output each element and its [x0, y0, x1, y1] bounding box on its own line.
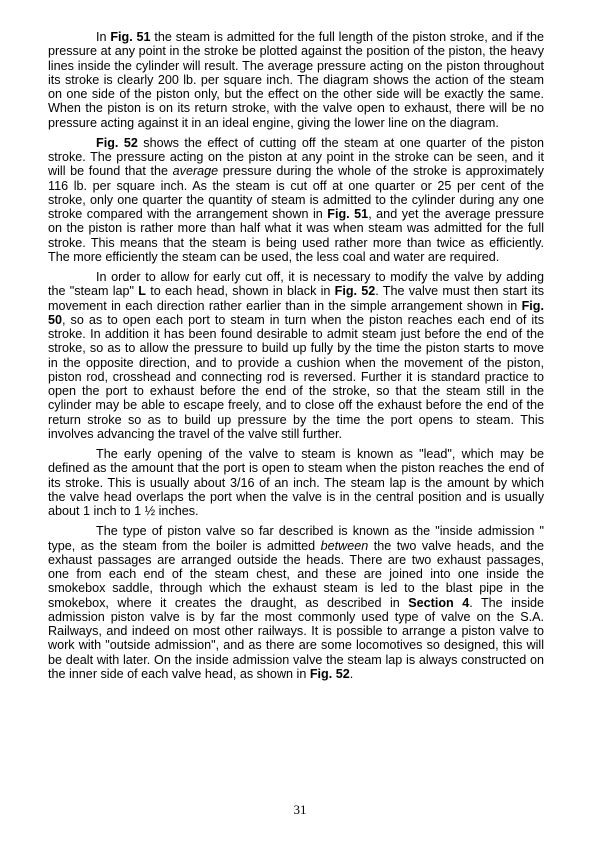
text-run: , so as to open each port to steam in turn when the piston reaches each end of its stroke. In addition it has been found desirable to admit steam just before the end of the stroke, so as to allow the pressure to build up fully by the time the piston starts to move in the opposite direction, and to provide a cushion when the movement of the piston, piston rod, crosshead and connecting rod is reversed. Further it is standard practice to open the port to exhaust before the end of the stroke, so that the steam still in the cylinder may be able to escape freely, and to close off the exhaust before the end of the return stroke so as to build up pressure by the time the port opens to steam. This involves advancing the travel of the valve still further.: [48, 312, 544, 441]
paragraph: [48, 447, 544, 518]
bold-reference: Fig. 51: [110, 30, 151, 44]
text-run: The type of piston valve so far described is known as the "inside admission " type, as the steam from the boiler is admitted: [48, 524, 544, 553]
italic-text: between: [320, 538, 369, 553]
text-run: In: [96, 30, 111, 44]
paragraph: [48, 524, 544, 681]
text-run: , and yet the average pressure on the piston is rather more than half what it was when steam was admitted for the full stroke. This means that the steam is being used rather more than twice as efficiently. The more efficiently the steam can be used, the less coal and water are required.: [48, 207, 544, 264]
paragraph: [48, 136, 544, 264]
text-run: shows the effect of cutting off the steam at one quarter of the piston stroke. The pressure acting on the piston at any point in the stroke can be seen, and it will be found that the: [48, 135, 545, 179]
bold-reference: L: [138, 284, 146, 299]
text-run: In order to allow for early cut off, it is necessary to modify the valve by adding the "steam lap": [48, 270, 544, 299]
paragraph: [48, 30, 544, 130]
bold-reference: Section 4: [408, 595, 470, 610]
page-number: 31: [293, 802, 307, 817]
italic-text: average: [172, 164, 219, 179]
text-run: .: [349, 666, 354, 681]
text-run: to each head, shown in black in: [145, 284, 335, 299]
text-run: the steam is admitted for the full length of the piston stroke, and if the pressure at any point in the stroke be plotted against the position of the piston, the heavy lines inside the cylinder will result. The average pressure acting on the piston throughout its stroke is clearly 200 lb. per square inch. The diagram shows the action of the steam on one side of the piston only, but the effect on the other side will be exactly the same. When the piston is on its return stroke, with the valve open to exhaust, there will be no pressure acting against it in an ideal engine, giving the lower line on the diagram.: [48, 30, 544, 130]
bold-reference: Fig. 50: [48, 298, 544, 327]
text-run: . The inside admission piston valve is by far the most commonly used type of valve on the S.A. Railways, and indeed on most other railways. It is possible to arrange a piston valve to work with "outside admission", and as there are some locomotives so designed, this will be dealt with later. On the inside admission valve the steam lap is always constructed on the inner side of each valve head, as shown in: [48, 595, 544, 681]
paragraph: [48, 270, 544, 441]
text-run: The early opening of the valve to steam is known as "lead", which may be defined as the amount that the port is open to steam when the piston reaches the end of its stroke. This is usually about 3/16 of an inch. The steam lap is the amount by which the valve head overlaps the port when the valve is in the central position and is usually about 1 inch to 1 ½ inches.: [48, 447, 544, 518]
body-text: [48, 30, 544, 687]
bold-reference: Fig. 52: [96, 135, 138, 150]
bold-reference: Fig. 52: [334, 284, 376, 299]
bold-reference: Fig. 52: [309, 666, 350, 681]
text-run: the two valve heads, and the exhaust passages are arranged outside the heads. There are two exhaust passages, one from each end of the steam chest, and these are joined into one inside the smokebox saddle, through which the exhaust steam is led to the blast pipe in the smokebox, where it creates the draught, as described in: [48, 538, 544, 610]
bold-reference: Fig. 51: [327, 207, 369, 221]
text-run: . The valve must then start its movement in each direction rather earlier than in the simple arrangement shown in: [48, 284, 545, 313]
text-run: pressure during the whole of the stroke is approximately 116 lb. per square inch. As the steam is cut off at one quarter or 25 per cent of the stroke, only one quarter the quantity of steam is admitted to the cylinder during any one stroke compared with the arrangement shown in: [48, 164, 544, 221]
